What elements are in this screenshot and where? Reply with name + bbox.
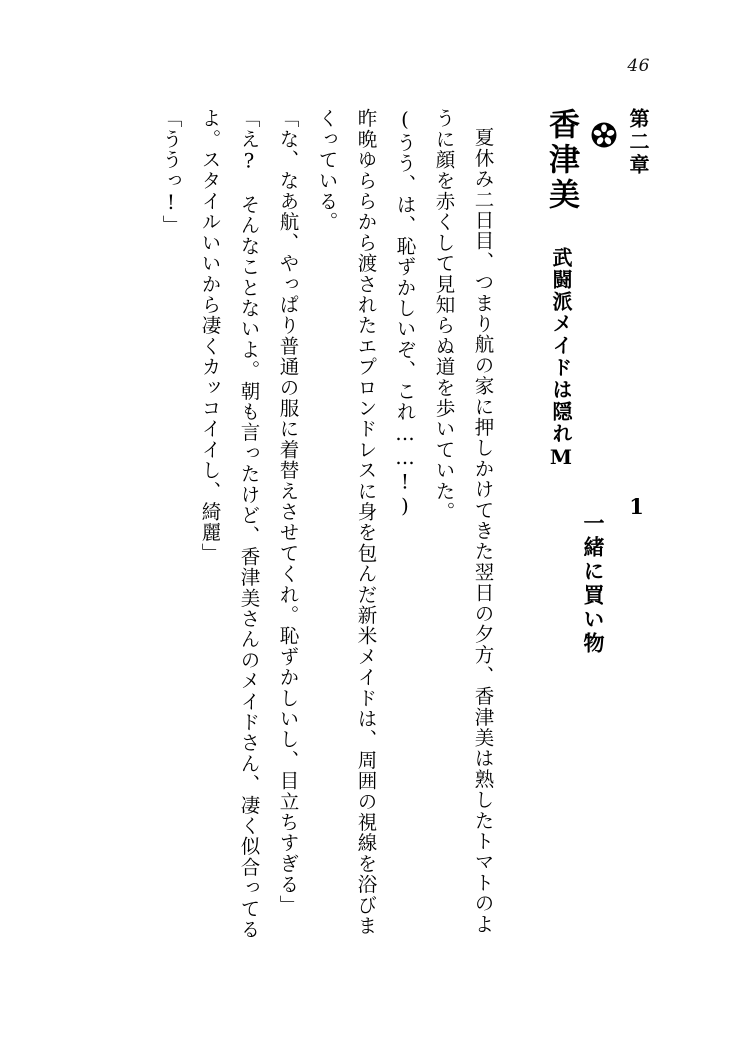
section-heading xyxy=(572,494,658,656)
paragraph: 夏休み二日目、つまり航の家に押しかけてきた翌日の夕方、香津美は熟したトマトのように顔を赤くして見知らぬ道を歩いていた。 xyxy=(432,108,495,935)
chapter-number: 第二章 xyxy=(626,108,650,177)
chapter-subtitle: 武闘派メイドは隠れM xyxy=(549,246,573,471)
page-number: 46 xyxy=(627,56,650,76)
paragraph: 「ううっ!」 xyxy=(159,108,183,236)
section-title: 一緒に買い物 xyxy=(580,512,606,656)
chapter-heading xyxy=(528,108,658,471)
body-text xyxy=(151,108,502,948)
section-number: 1 xyxy=(624,494,649,521)
paragraph: 「え? そんなことないよ。朝も言ったけど、香津美さんのメイドさん、凄く似合ってるよ。スタイルいいから凄くカッコイイし、綺麗」 xyxy=(198,108,261,940)
paragraph: 「な、なあ航、やっぱり普通の服に着替えさせてくれ。恥ずかしいし、目立ちすぎる」 xyxy=(276,108,300,916)
flower-crest-icon xyxy=(591,108,617,471)
chapter-title: 香津美 xyxy=(543,108,579,213)
paragraph: (うう、は、恥ずかしいぞ、これ……!) xyxy=(393,108,417,519)
vertical-text-block xyxy=(98,108,658,948)
paragraph: 昨晩ゆららから渡されたエプロンドレスに身を包んだ新米メイドは、周囲の視線を浴びまくっている。 xyxy=(315,108,378,936)
